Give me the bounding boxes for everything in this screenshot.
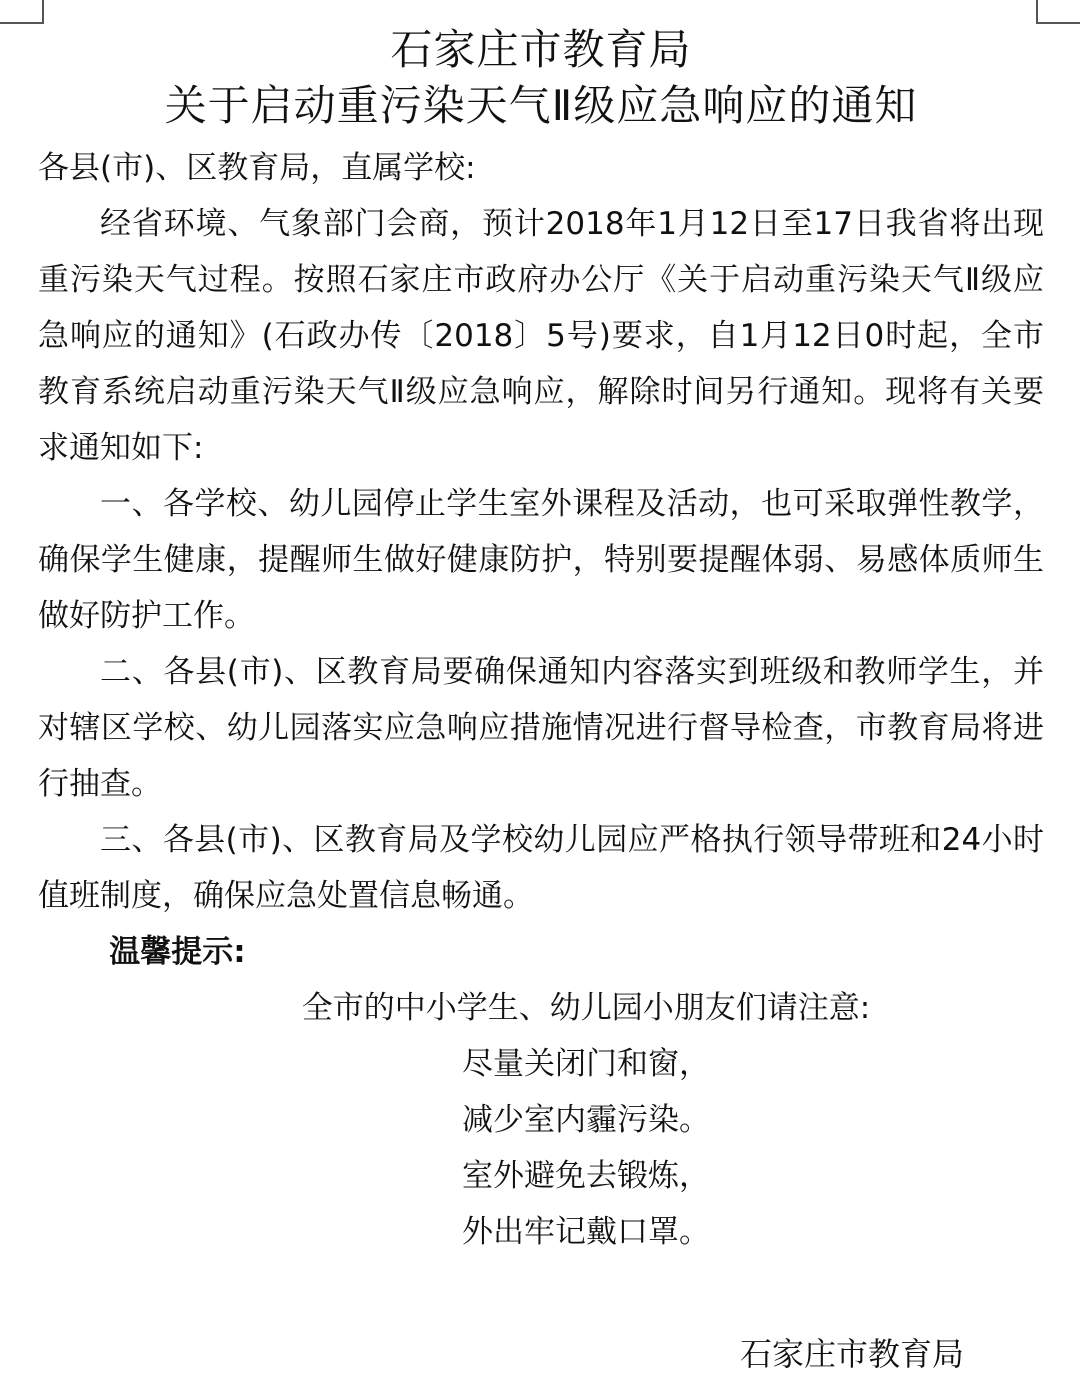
intro-paragraph: 经省环境、气象部门会商，预计2018年1月12日至17日我省将出现重污染天气过程。按照石家庄市政府办公厅《关于启动重污染天气Ⅱ级应急响应的通知》(石政办传〔2018〕5号)要求，自1月12日0时起，全市教育系统启动重污染天气Ⅱ级应急响应，解除时间另行通知。现将有关要求通知如下: [38,206,1044,466]
notice-document [38,22,1044,1260]
requirement-item-2: 二、各县(市)、区教育局要确保通知内容落实到班级和教师学生，并对辖区学校、幼儿园落实应急响应措施情况进行督导检查，市教育局将进行抽查。 [38,654,1044,802]
tips-line-4: 外出牢记戴口罩。 [462,1214,710,1250]
title-organization: 石家庄市教育局 [390,25,692,74]
title-subject: 关于启动重污染天气Ⅱ级应急响应的通知 [164,81,918,130]
tips-heading: 温馨提示: [109,934,246,970]
page-corner-mark-left [0,0,44,24]
tips-line-2: 减少室内霾污染。 [462,1102,710,1138]
requirement-item-3: 三、各县(市)、区教育局及学校幼儿园应严格执行领导带班和24小时值班制度，确保应急处置信息畅通。 [38,822,1044,914]
signature: 石家庄市教育局 [739,1335,964,1373]
tips-intro: 全市的中小学生、幼儿园小朋友们请注意: [301,990,871,1026]
requirement-item-1: 一、各学校、幼儿园停止学生室外课程及活动，也可采取弹性教学，确保学生健康，提醒师生做好健康防护，特别要提醒体弱、易感体质师生做好防护工作。 [38,486,1044,634]
page-corner-mark-right [1036,0,1080,24]
salutation: 各县(市)、区教育局，直属学校: [38,150,476,186]
tips-line-3: 室外避免去锻炼， [462,1158,710,1194]
tips-line-1: 尽量关闭门和窗， [462,1046,710,1082]
notice-title [38,22,1044,134]
